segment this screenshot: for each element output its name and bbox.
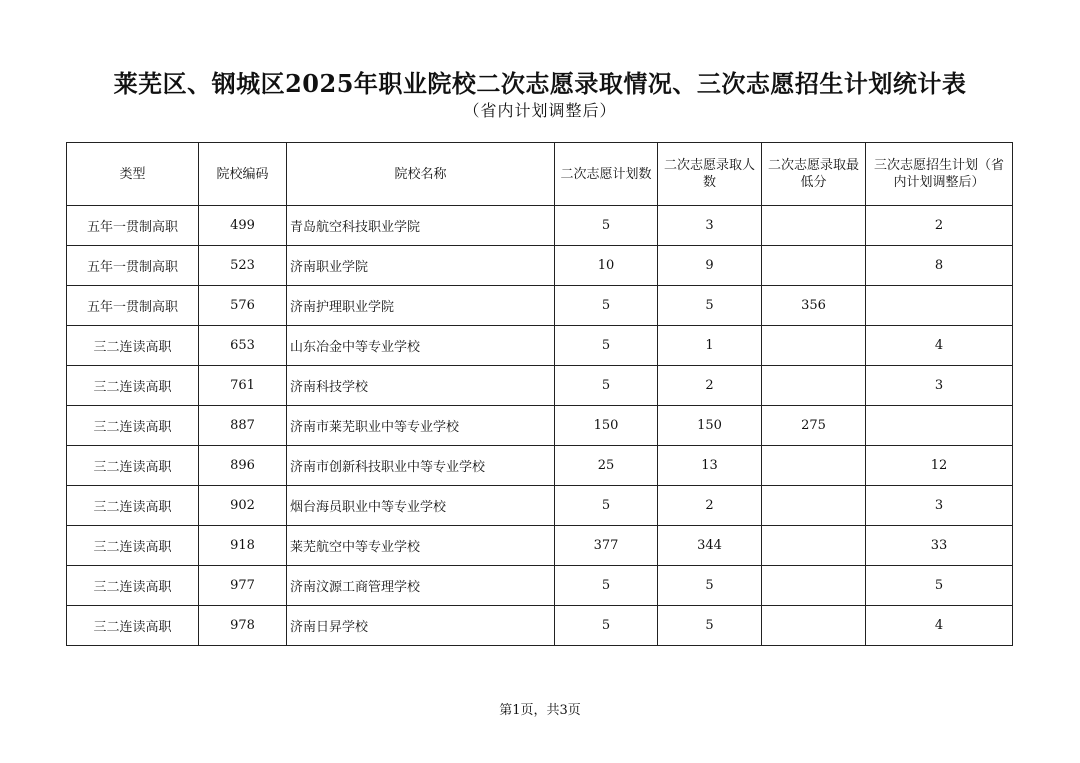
cell-plan2: 150 [555,406,658,446]
header-plan3: 三次志愿招生计划（省内计划调整后） [866,143,1013,206]
cell-minscore2 [762,206,866,246]
cell-name: 青岛航空科技职业学院 [287,206,555,246]
cell-plan3 [866,286,1013,326]
cell-code: 887 [199,406,287,446]
cell-name: 山东冶金中等专业学校 [287,326,555,366]
cell-admitted2: 150 [658,406,762,446]
cell-name: 烟台海员职业中等专业学校 [287,486,555,526]
cell-plan2: 25 [555,446,658,486]
cell-code: 761 [199,366,287,406]
cell-code: 576 [199,286,287,326]
cell-admitted2: 9 [658,246,762,286]
cell-code: 977 [199,566,287,606]
cell-admitted2: 5 [658,566,762,606]
cell-plan2: 5 [555,486,658,526]
cell-admitted2: 5 [658,286,762,326]
cell-admitted2: 2 [658,486,762,526]
cell-type: 五年一贯制高职 [67,246,199,286]
cell-type: 五年一贯制高职 [67,206,199,246]
cell-admitted2: 344 [658,526,762,566]
cell-minscore2: 356 [762,286,866,326]
header-code: 院校编码 [199,143,287,206]
cell-code: 499 [199,206,287,246]
cell-minscore2 [762,446,866,486]
cell-type: 三二连读高职 [67,566,199,606]
cell-plan3: 5 [866,566,1013,606]
header-type: 类型 [67,143,199,206]
cell-minscore2: 275 [762,406,866,446]
table-row [67,606,1013,646]
cell-minscore2 [762,566,866,606]
cell-name: 济南职业学院 [287,246,555,286]
cell-minscore2 [762,326,866,366]
cell-plan2: 5 [555,566,658,606]
cell-type: 三二连读高职 [67,446,199,486]
page-indicator: 第1页，共3页 [499,703,581,718]
cell-code: 896 [199,446,287,486]
header-plan2: 二次志愿计划数 [555,143,658,206]
cell-type: 三二连读高职 [67,526,199,566]
cell-plan3: 12 [866,446,1013,486]
cell-plan2: 5 [555,206,658,246]
cell-plan2: 10 [555,246,658,286]
document-title: 莱芜区、钢城区2025年职业院校二次志愿录取情况、三次志愿招生计划统计表 [113,69,967,98]
cell-type: 三二连读高职 [67,406,199,446]
cell-plan3: 3 [866,366,1013,406]
cell-plan3 [866,406,1013,446]
cell-plan3: 2 [866,206,1013,246]
cell-type: 三二连读高职 [67,486,199,526]
table-row [67,406,1013,446]
cell-name: 济南市创新科技职业中等专业学校 [287,446,555,486]
statistics-table [66,142,1013,646]
cell-plan2: 5 [555,606,658,646]
table-row [67,526,1013,566]
cell-name: 济南科技学校 [287,366,555,406]
cell-name: 莱芜航空中等专业学校 [287,526,555,566]
cell-admitted2: 3 [658,206,762,246]
cell-name: 济南日昇学校 [287,606,555,646]
table-row [67,286,1013,326]
cell-name: 济南护理职业学院 [287,286,555,326]
header-admitted2: 二次志愿录取人数 [658,143,762,206]
cell-code: 523 [199,246,287,286]
cell-plan2: 5 [555,326,658,366]
cell-minscore2 [762,606,866,646]
cell-plan3: 3 [866,486,1013,526]
cell-code: 653 [199,326,287,366]
cell-type: 三二连读高职 [67,606,199,646]
table-header-row [67,143,1013,206]
header-minscore2: 二次志愿录取最低分 [762,143,866,206]
cell-name: 济南汶源工商管理学校 [287,566,555,606]
cell-minscore2 [762,366,866,406]
document-subtitle: （省内计划调整后） [463,101,617,120]
cell-code: 902 [199,486,287,526]
cell-plan2: 377 [555,526,658,566]
table-row [67,446,1013,486]
cell-code: 978 [199,606,287,646]
table-row [67,366,1013,406]
cell-type: 三二连读高职 [67,326,199,366]
cell-plan3: 4 [866,606,1013,646]
cell-admitted2: 2 [658,366,762,406]
cell-plan3: 4 [866,326,1013,366]
cell-admitted2: 5 [658,606,762,646]
header-name: 院校名称 [287,143,555,206]
table-row [67,326,1013,366]
cell-type: 三二连读高职 [67,366,199,406]
cell-plan2: 5 [555,366,658,406]
cell-plan3: 33 [866,526,1013,566]
cell-code: 918 [199,526,287,566]
cell-name: 济南市莱芜职业中等专业学校 [287,406,555,446]
cell-plan2: 5 [555,286,658,326]
cell-minscore2 [762,526,866,566]
cell-type: 五年一贯制高职 [67,286,199,326]
table-row [67,206,1013,246]
table-row [67,566,1013,606]
cell-plan3: 8 [866,246,1013,286]
cell-minscore2 [762,246,866,286]
cell-admitted2: 13 [658,446,762,486]
cell-admitted2: 1 [658,326,762,366]
table-row [67,246,1013,286]
table-row [67,486,1013,526]
cell-minscore2 [762,486,866,526]
